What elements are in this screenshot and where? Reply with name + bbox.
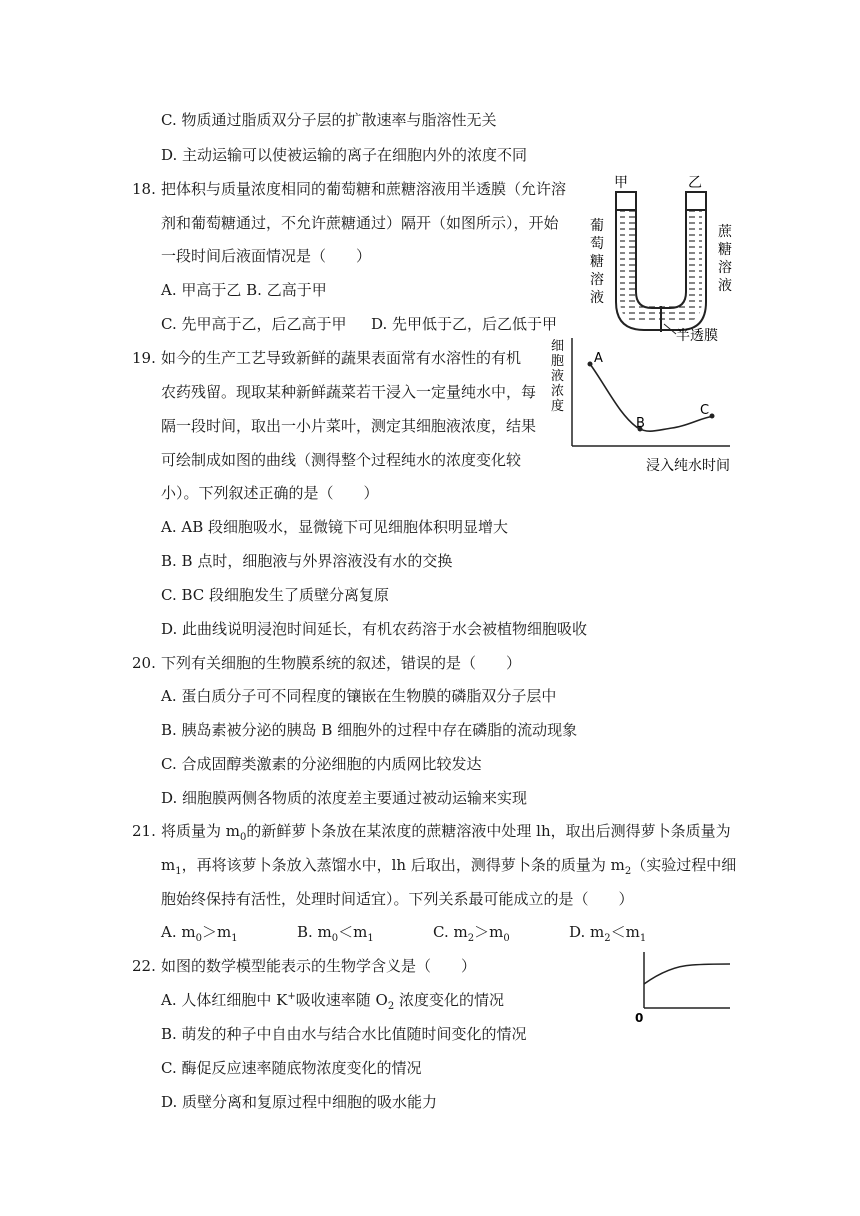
ylabel-0: 细 <box>551 339 565 354</box>
fig-label-jia: 甲 <box>614 175 628 191</box>
q22-option-a: A. 人体红细胞中 K+吸收速率随 $O_2$ 浓度变化的情况 <box>161 991 504 1012</box>
ylabel-1: 胞 <box>551 354 565 369</box>
q21-stem-line2: $m_1$，再将该萝卜条放入蒸馏水中，lh 后取出，测得萝卜条的质量为 $m_2$（实验过程中细 <box>161 856 737 877</box>
fig-right-side-3: 液 <box>718 278 732 294</box>
xlabel: 浸入纯水时间 <box>646 458 730 474</box>
q18-stem-line1: 把体积与质量浓度相同的葡萄糖和蔗糖溶液用半透膜（允许溶 <box>161 180 567 198</box>
q17-option-d: D. 主动运输可以使被运输的离子在细胞内外的浓度不同 <box>161 146 528 164</box>
fig-left-side-0: 葡 <box>590 218 604 234</box>
q20-option-d: D. 细胞膜两侧各物质的浓度差主要通过被动运输来实现 <box>161 789 528 807</box>
fig-label-membrane: 半透膜 <box>676 328 718 344</box>
q20-stem: 下列有关细胞的生物膜系统的叙述，错误的是（ ） <box>161 654 522 672</box>
q22-stem: 如图的数学模型能表示的生物学含义是（ ） <box>161 957 477 975</box>
q19-stem-line2: 农药残留。现取某种新鲜蔬菜若干浸入一定量纯水中，每 <box>161 383 537 401</box>
q18-stem-line3: 一段时间后液面情况是（ ） <box>161 247 372 265</box>
fig-left-side-4: 液 <box>590 290 604 306</box>
fig-left-side-2: 糖 <box>590 254 604 270</box>
ylabel-2: 液 <box>551 369 565 384</box>
u-tube-figure <box>578 4 768 349</box>
q18-number: 18. <box>132 180 156 198</box>
q17-option-c: C. 物质通过脂质双分子层的扩散速率与脂溶性无关 <box>161 111 497 129</box>
q19-stem-line1: 如今的生产工艺导致新鲜的蔬果表面常有水溶性的有机 <box>161 349 522 367</box>
q18-stem-line2: 剂和葡萄糖通过，不允许蔗糖通过）隔开（如图所示），开始 <box>161 214 559 232</box>
q22-option-c: C. 酶促反应速率随底物浓度变化的情况 <box>161 1059 422 1077</box>
fig-left-side-1: 萄 <box>590 236 604 252</box>
q19-stem-line3: 隔一段时间，取出一小片菜叶，测定其细胞液浓度，结果 <box>161 417 537 435</box>
q19-number: 19. <box>132 349 156 367</box>
ylabel-3: 浓 <box>551 384 565 399</box>
q20-option-a: A. 蛋白质分子可不同程度的镶嵌在生物膜的磷脂双分子层中 <box>161 687 557 705</box>
q19-stem-line5: 小）。下列叙述正确的是（ ） <box>161 484 379 502</box>
left-arm-top <box>616 192 636 210</box>
point-a-dot <box>588 362 593 367</box>
q19-option-b: B. B 点时，细胞液与外界溶液没有水的交换 <box>161 552 453 570</box>
right-arm-top <box>686 192 706 210</box>
q21-stem-line1: 将质量为 $m_0$的新鲜萝卜条放在某浓度的蔗糖溶液中处理 lh，取出后测得萝卜条质量为 <box>161 822 731 843</box>
point-b-label: B <box>636 416 645 431</box>
q18-option-d: D. 先甲低于乙，后乙低于甲 <box>371 315 558 333</box>
ylabel-4: 度 <box>551 399 565 414</box>
fig-right-side-1: 糖 <box>718 242 732 258</box>
point-c-dot <box>710 414 715 419</box>
fig-left-side-3: 溶 <box>590 272 604 288</box>
q21-stem-line3: 胞始终保持有活性，处理时间适宜）。下列关系最可能成立的是（ ） <box>161 890 634 908</box>
q21-option-c: C. $m_2>m_0$ <box>433 923 510 944</box>
concentration-curve-figure <box>548 336 738 481</box>
q19-option-d: D. 此曲线说明浸泡时间延长，有机农药溶于水会被植物细胞吸收 <box>161 620 588 638</box>
origin-label: 0 <box>635 1011 644 1025</box>
point-c-label: C <box>700 403 710 418</box>
saturation-curve-figure <box>630 950 735 1028</box>
q21-option-d: D. $m_2<m_1$ <box>569 923 647 944</box>
fig-label-yi: 乙 <box>688 175 702 191</box>
q19-option-a: A. AB 段细胞吸水，显微镜下可见细胞体积明显增大 <box>161 518 508 536</box>
q21-number: 21. <box>132 822 156 840</box>
q21-option-b: B. $m_0<m_1$ <box>297 923 374 944</box>
fig-right-side-0: 蔗 <box>718 224 732 240</box>
q18-option-ab: A. 甲高于乙 B. 乙高于甲 <box>161 281 327 299</box>
q22-option-b: B. 萌发的种子中自由水与结合水比值随时间变化的情况 <box>161 1025 527 1043</box>
point-a-label: A <box>594 351 603 366</box>
q18-option-c: C. 先甲高于乙，后乙高于甲 <box>161 315 347 333</box>
q20-number: 20. <box>132 654 156 672</box>
fig-right-side-2: 溶 <box>718 260 732 276</box>
curve-line <box>590 364 714 431</box>
saturation-curve <box>644 964 730 984</box>
q22-option-d: D. 质壁分离和复原过程中细胞的吸水能力 <box>161 1093 438 1111</box>
q21-option-a: A. $m_0>m_1$ <box>161 923 238 944</box>
q19-option-c: C. BC 段细胞发生了质壁分离复原 <box>161 586 390 604</box>
q20-option-c: C. 合成固醇类激素的分泌细胞的内质网比较发达 <box>161 755 482 773</box>
q19-stem-line4: 可绘制成如图的曲线（测得整个过程纯水的浓度变化较 <box>161 451 522 469</box>
q20-option-b: B. 胰岛素被分泌的胰岛 B 细胞外的过程中存在磷脂的流动现象 <box>161 721 578 739</box>
q22-number: 22. <box>132 957 156 975</box>
